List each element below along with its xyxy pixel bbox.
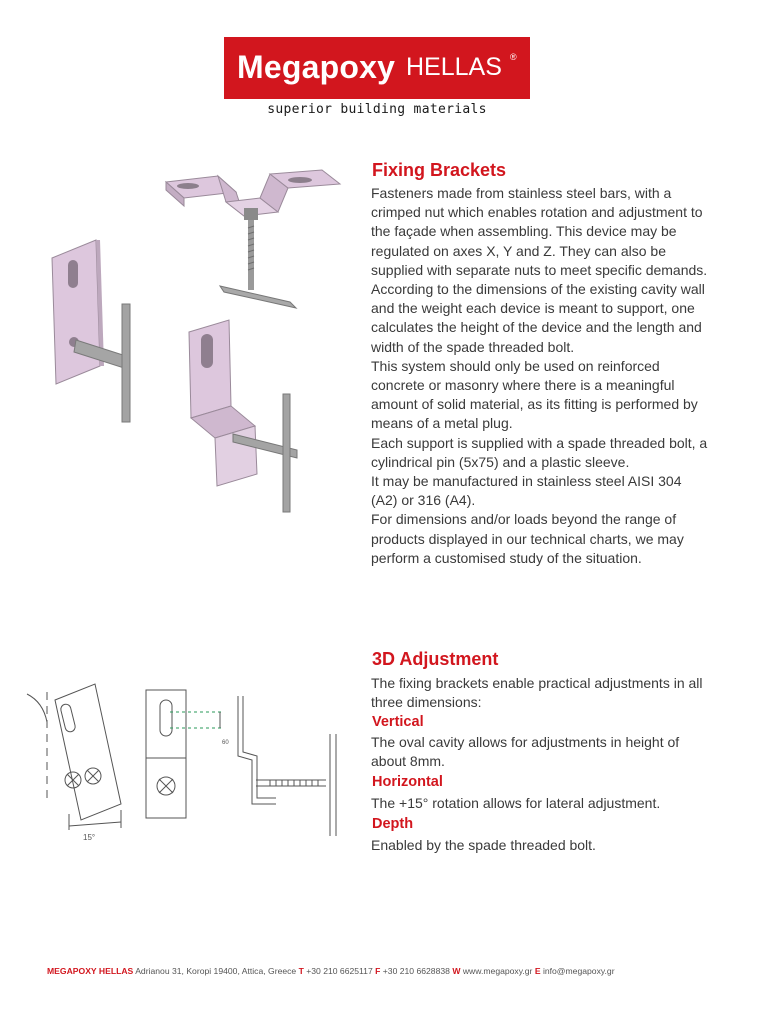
description-line: cylindrical pin (5x75) and a plastic sleeve. [371,453,630,470]
footer-email-link[interactable]: info@megapoxy.gr [542,966,615,976]
horizontal-description [371,794,721,813]
description-line: It may be manufactured in stainless steel AISI 304 [371,473,682,490]
vertical-description [371,733,721,771]
adjustment-intro [371,674,721,712]
subheading-vertical: Vertical [372,714,424,730]
fixing-bracket-flat-image [48,238,158,428]
description-line: calculates the height of the device and the length and [371,319,702,336]
description-line: the façade when assembling. This device may be [371,223,677,240]
description-line: concrete or masonry where there is a meaningful [371,377,675,394]
fixing-bracket-l-image [185,318,315,514]
description-line: regulated on axes X, Y and Z. They can also be [371,242,666,259]
section-title-fixing-brackets: Fixing Brackets [372,160,507,180]
description-line: (A2) or 316 (A4). [371,492,476,509]
intro-line: The fixing brackets enable practical adjustments in all [371,675,703,691]
logo-tagline: superior building materials [267,102,487,117]
footer-phone-label: T [298,966,304,976]
vertical-line: about 8mm. [371,753,445,770]
logo-banner [224,37,530,99]
description-line: This system should only be used on reinforced [371,357,660,374]
description-line: width of the spade threaded bolt. [371,338,575,355]
footer-company: MEGAPOXY HELLAS [47,966,134,976]
subheading-horizontal: Horizontal [372,774,443,790]
footer-phone: +30 210 6625117 [306,966,373,976]
logo-brand: Megapoxy [237,49,396,85]
footer-email-label: E [534,966,541,976]
adjustment-drawing-rotated [25,682,135,844]
depth-line: Enabled by the spade threaded bolt. [371,837,596,853]
description-line: means of a metal plug. [371,415,513,432]
depth-description [371,836,721,855]
logo-suffix: HELLAS [406,53,502,81]
footer-fax-label: F [375,966,381,976]
adjustment-drawing-side [230,694,360,838]
section-title-3d-adjustment: 3D Adjustment [372,649,499,669]
fixing-brackets-description [371,184,721,568]
footer-fax: +30 210 6628838 [382,966,450,976]
description-line: For dimensions and/or loads beyond the range of [371,511,677,528]
footer-website-link[interactable]: www.megapoxy.gr [462,966,533,976]
height-label: 60 [222,740,229,746]
description-line: and the weight each device is meant to support, one [371,300,695,317]
fixing-bracket-top-image [160,168,350,318]
description-line: products displayed in our technical charts, we may [371,530,684,547]
footer-address: Adrianou 31, Koropi 19400, Attica, Greece [135,966,297,976]
description-line: Fasteners made from stainless steel bars, with a [371,185,672,201]
intro-line: three dimensions: [371,694,482,711]
description-line: crimped nut which enables rotation and adjustment to [371,204,703,221]
footer-contact [47,966,615,976]
angle-label: 15° [83,833,96,842]
description-line: amount of solid material, as its fitting is performed by [371,396,698,413]
description-line: supplied with separate nuts to meet specific demands. [371,261,708,278]
description-line: perform a customised study of the situation. [371,549,642,566]
footer-web-label: W [452,966,461,976]
subheading-depth: Depth [372,816,414,832]
company-logo [224,37,530,121]
adjustment-drawing-front [140,688,230,824]
description-line: Each support is supplied with a spade threaded bolt, a [371,434,708,451]
horizontal-line: The +15° rotation allows for lateral adjustment. [371,795,661,811]
vertical-line: The oval cavity allows for adjustments in height of [371,734,680,750]
logo-registered-mark: ® [510,52,517,62]
description-line: According to the dimensions of the existing cavity wall [371,281,705,298]
